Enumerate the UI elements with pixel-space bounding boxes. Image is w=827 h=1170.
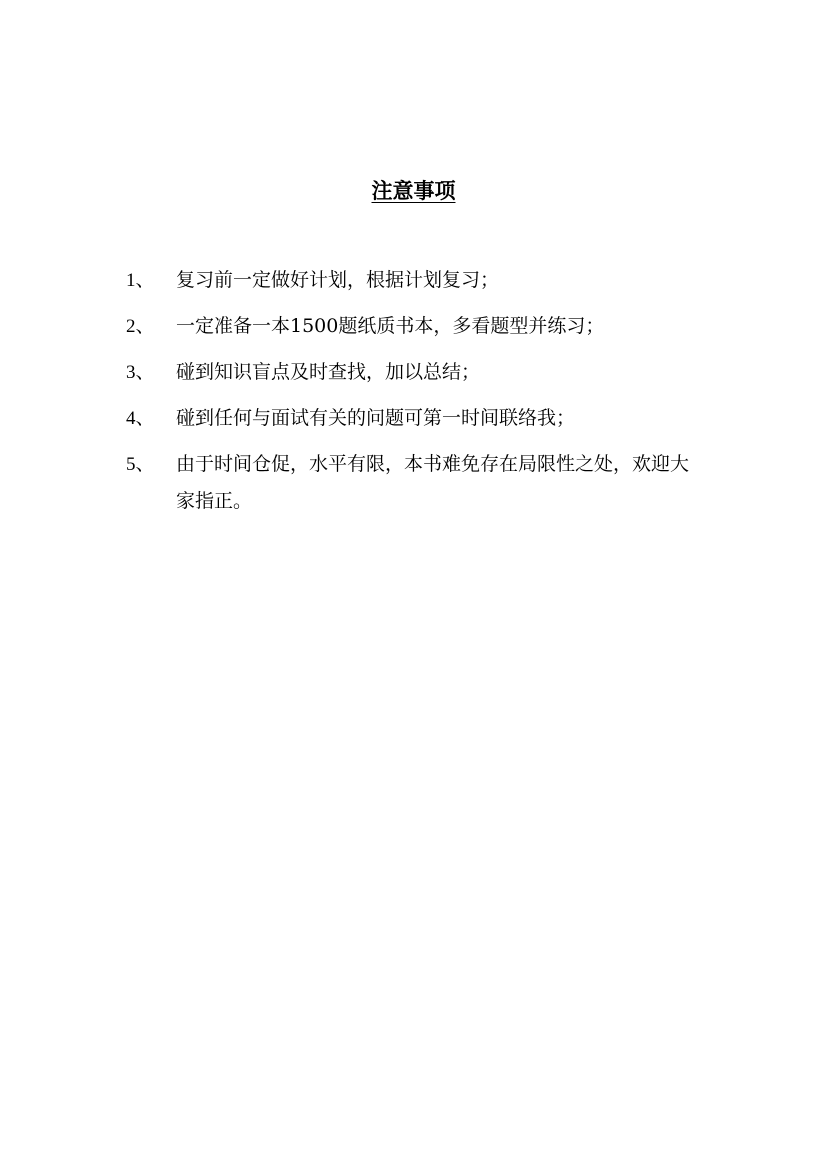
- list-item-number: 5、: [126, 454, 155, 475]
- list-item: [126, 262, 706, 299]
- notes-list: [126, 262, 706, 529]
- list-item: [126, 446, 706, 520]
- list-item-text: 碰到知识盲点及时查找，加以总结；: [176, 361, 481, 383]
- list-item-text: 碰到任何与面试有关的问题可第一时间联络我；: [176, 407, 576, 429]
- list-item-text: 由于时间仓促，水平有限，本书难免存在局限性之处，欢迎大家指正。: [176, 453, 690, 512]
- list-item: [126, 354, 706, 391]
- page-title-text: 注意事项: [371, 178, 456, 203]
- list-item-text: 复习前一定做好计划，根据计划复习；: [176, 269, 500, 291]
- list-item-number: 3、: [126, 362, 155, 383]
- list-item-number: 2、: [126, 316, 155, 337]
- list-item: [126, 308, 706, 345]
- list-item: [126, 400, 706, 437]
- list-item-text: 一定准备一本1500题纸质书本，多看题型并练习；: [176, 315, 605, 337]
- page-title: [0, 176, 827, 206]
- list-item-number: 1、: [126, 270, 155, 291]
- list-item-number: 4、: [126, 408, 155, 429]
